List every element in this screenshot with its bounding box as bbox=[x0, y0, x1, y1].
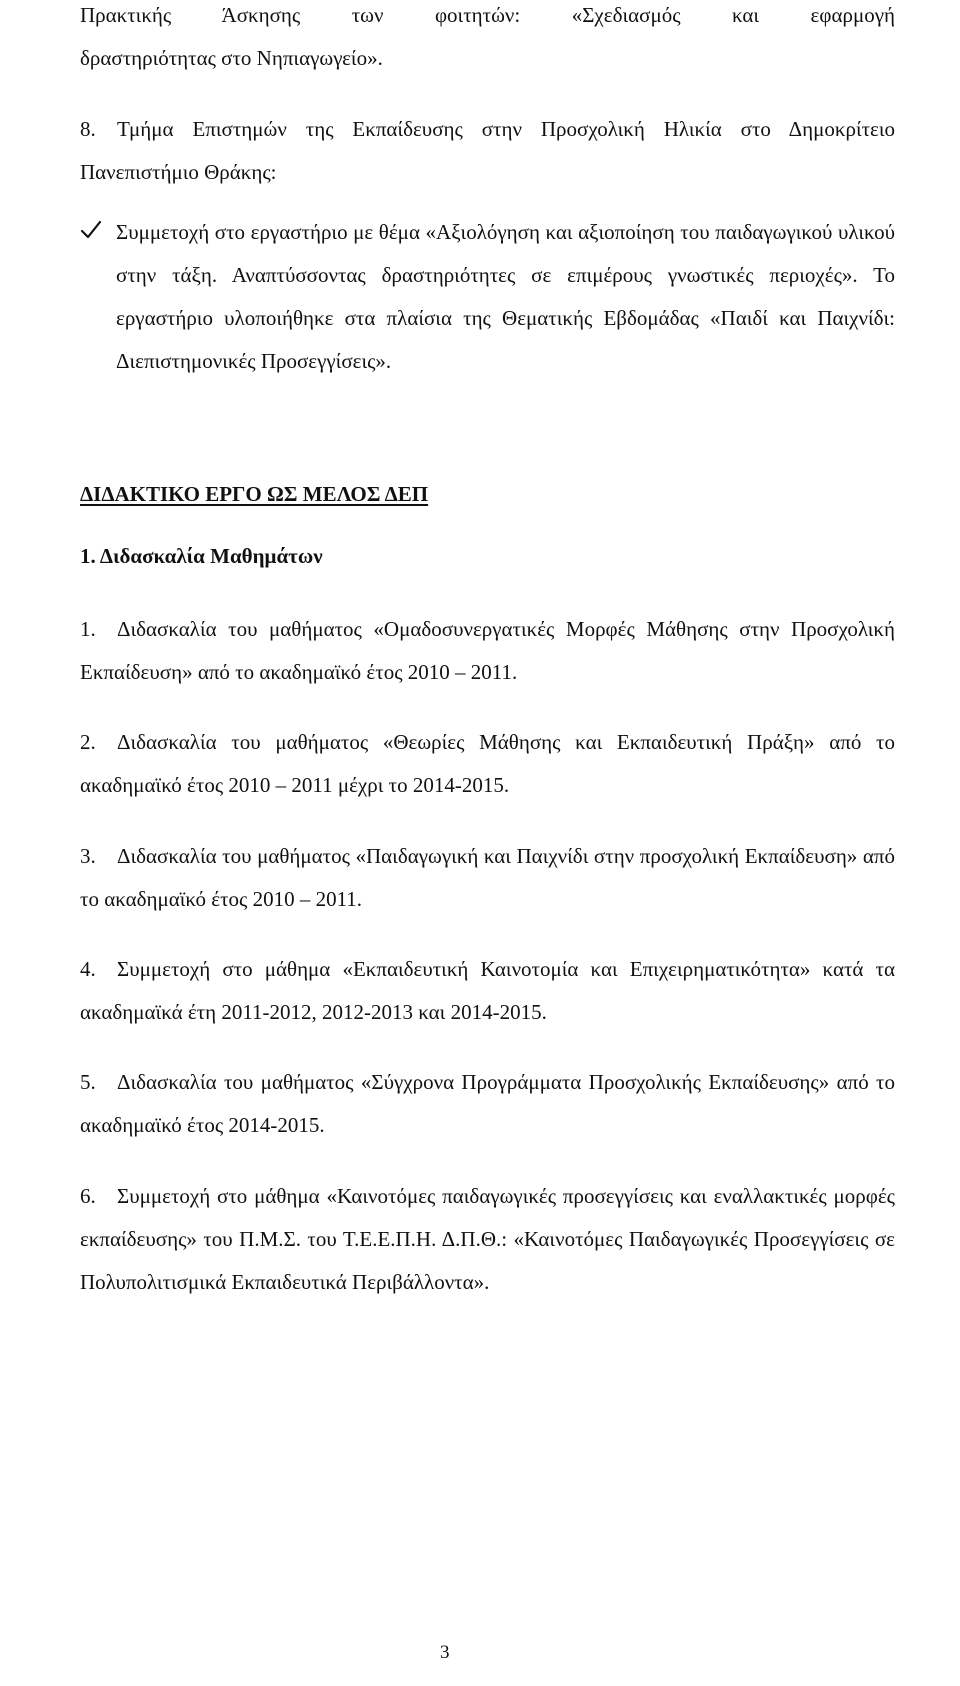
page-number: 3 bbox=[440, 1642, 450, 1663]
course-text: Συμμετοχή στο μάθημα «Εκπαιδευτική Καινοτομία και Επιχειρηματικότητα» κατά τα ακαδημαϊκά έτη 2011-2012, 2012-2013 και 2014-2015. bbox=[80, 957, 895, 1024]
course-number: 3. bbox=[80, 844, 96, 868]
course-number: 6. bbox=[80, 1184, 96, 1208]
course-item-3 bbox=[80, 835, 895, 921]
course-number: 4. bbox=[80, 957, 96, 981]
course-item-6 bbox=[80, 1175, 895, 1304]
course-text: Διδασκαλία του μαθήματος «Παιδαγωγική και Παιχνίδι στην προσχολική Εκπαίδευση» από το ακαδημαϊκό έτος 2010 – 2011. bbox=[80, 844, 895, 911]
top-paragraph bbox=[80, 0, 895, 80]
section-title bbox=[80, 480, 428, 508]
course-item-4 bbox=[80, 948, 895, 1034]
course-text: Διδασκαλία του μαθήματος «Θεωρίες Μάθησης και Εκπαιδευτική Πράξη» από το ακαδημαϊκό έτος 2010 – 2011 μέχρι το 2014-2015. bbox=[80, 730, 895, 797]
course-item-1 bbox=[80, 608, 895, 694]
item-8 bbox=[80, 108, 895, 194]
course-item-5 bbox=[80, 1061, 895, 1147]
course-number: 5. bbox=[80, 1070, 96, 1094]
section-title-text: ΔΙΔΑΚΤΙΚΟ ΕΡΓΟ ΩΣ ΜΕΛΟΣ ΔΕΠ bbox=[80, 482, 429, 506]
checkmark-icon bbox=[80, 219, 102, 241]
subsection-title bbox=[80, 542, 323, 570]
bullet-paragraph bbox=[116, 211, 895, 383]
item-8-text: Τμήμα Επιστημών της Εκπαίδευσης στην Προσχολική Ηλικία στο Δημοκρίτειο Πανεπιστήμιο Θράκης: bbox=[80, 117, 895, 184]
top-paragraph-line1: Πρακτικής Άσκησης των φοιτητών: «Σχεδιασμός και εφαρμογή bbox=[80, 3, 895, 27]
subsection-title-text: 1. Διδασκαλία Μαθημάτων bbox=[80, 544, 323, 568]
course-text: Συμμετοχή στο μάθημα «Καινοτόμες παιδαγωγικές προσεγγίσεις και εναλλακτικές μορφές εκπαίδευσης» του Π.Μ.Σ. του Τ.Ε.Ε.Π.Η. Δ.Π.Θ.: «Καινοτόμες Παιδαγωγικές Προσεγγίσεις σε Πολυπολιτισμικά Εκπαιδευτικά Περιβάλλοντα». bbox=[80, 1184, 895, 1294]
course-number: 2. bbox=[80, 730, 96, 754]
bullet-text: Συμμετοχή στο εργαστήριο με θέμα «Αξιολόγηση και αξιοποίηση του παιδαγωγικού υλικού στην τάξη. Αναπτύσσοντας δραστηριότητες σε επιμέρους γνωστικές περιοχές». Το εργαστήριο υλοποιήθηκε στα πλαίσια της Θεματικής Εβδομάδας «Παιδί και Παιχνίδι: Διεπιστημονικές Προσεγγίσεις». bbox=[116, 220, 895, 373]
course-number: 1. bbox=[80, 617, 96, 641]
item-8-number: 8. bbox=[80, 117, 96, 141]
course-item-2 bbox=[80, 721, 895, 807]
course-text: Διδασκαλία του μαθήματος «Ομαδοσυνεργατικές Μορφές Μάθησης στην Προσχολική Εκπαίδευση» από το ακαδημαϊκό έτος 2010 – 2011. bbox=[80, 617, 895, 684]
course-text: Διδασκαλία του μαθήματος «Σύγχρονα Προγράμματα Προσχολικής Εκπαίδευσης» από το ακαδημαϊκό έτος 2014-2015. bbox=[80, 1070, 895, 1137]
top-paragraph-line2: δραστηριότητας στο Νηπιαγωγείο». bbox=[80, 46, 383, 70]
